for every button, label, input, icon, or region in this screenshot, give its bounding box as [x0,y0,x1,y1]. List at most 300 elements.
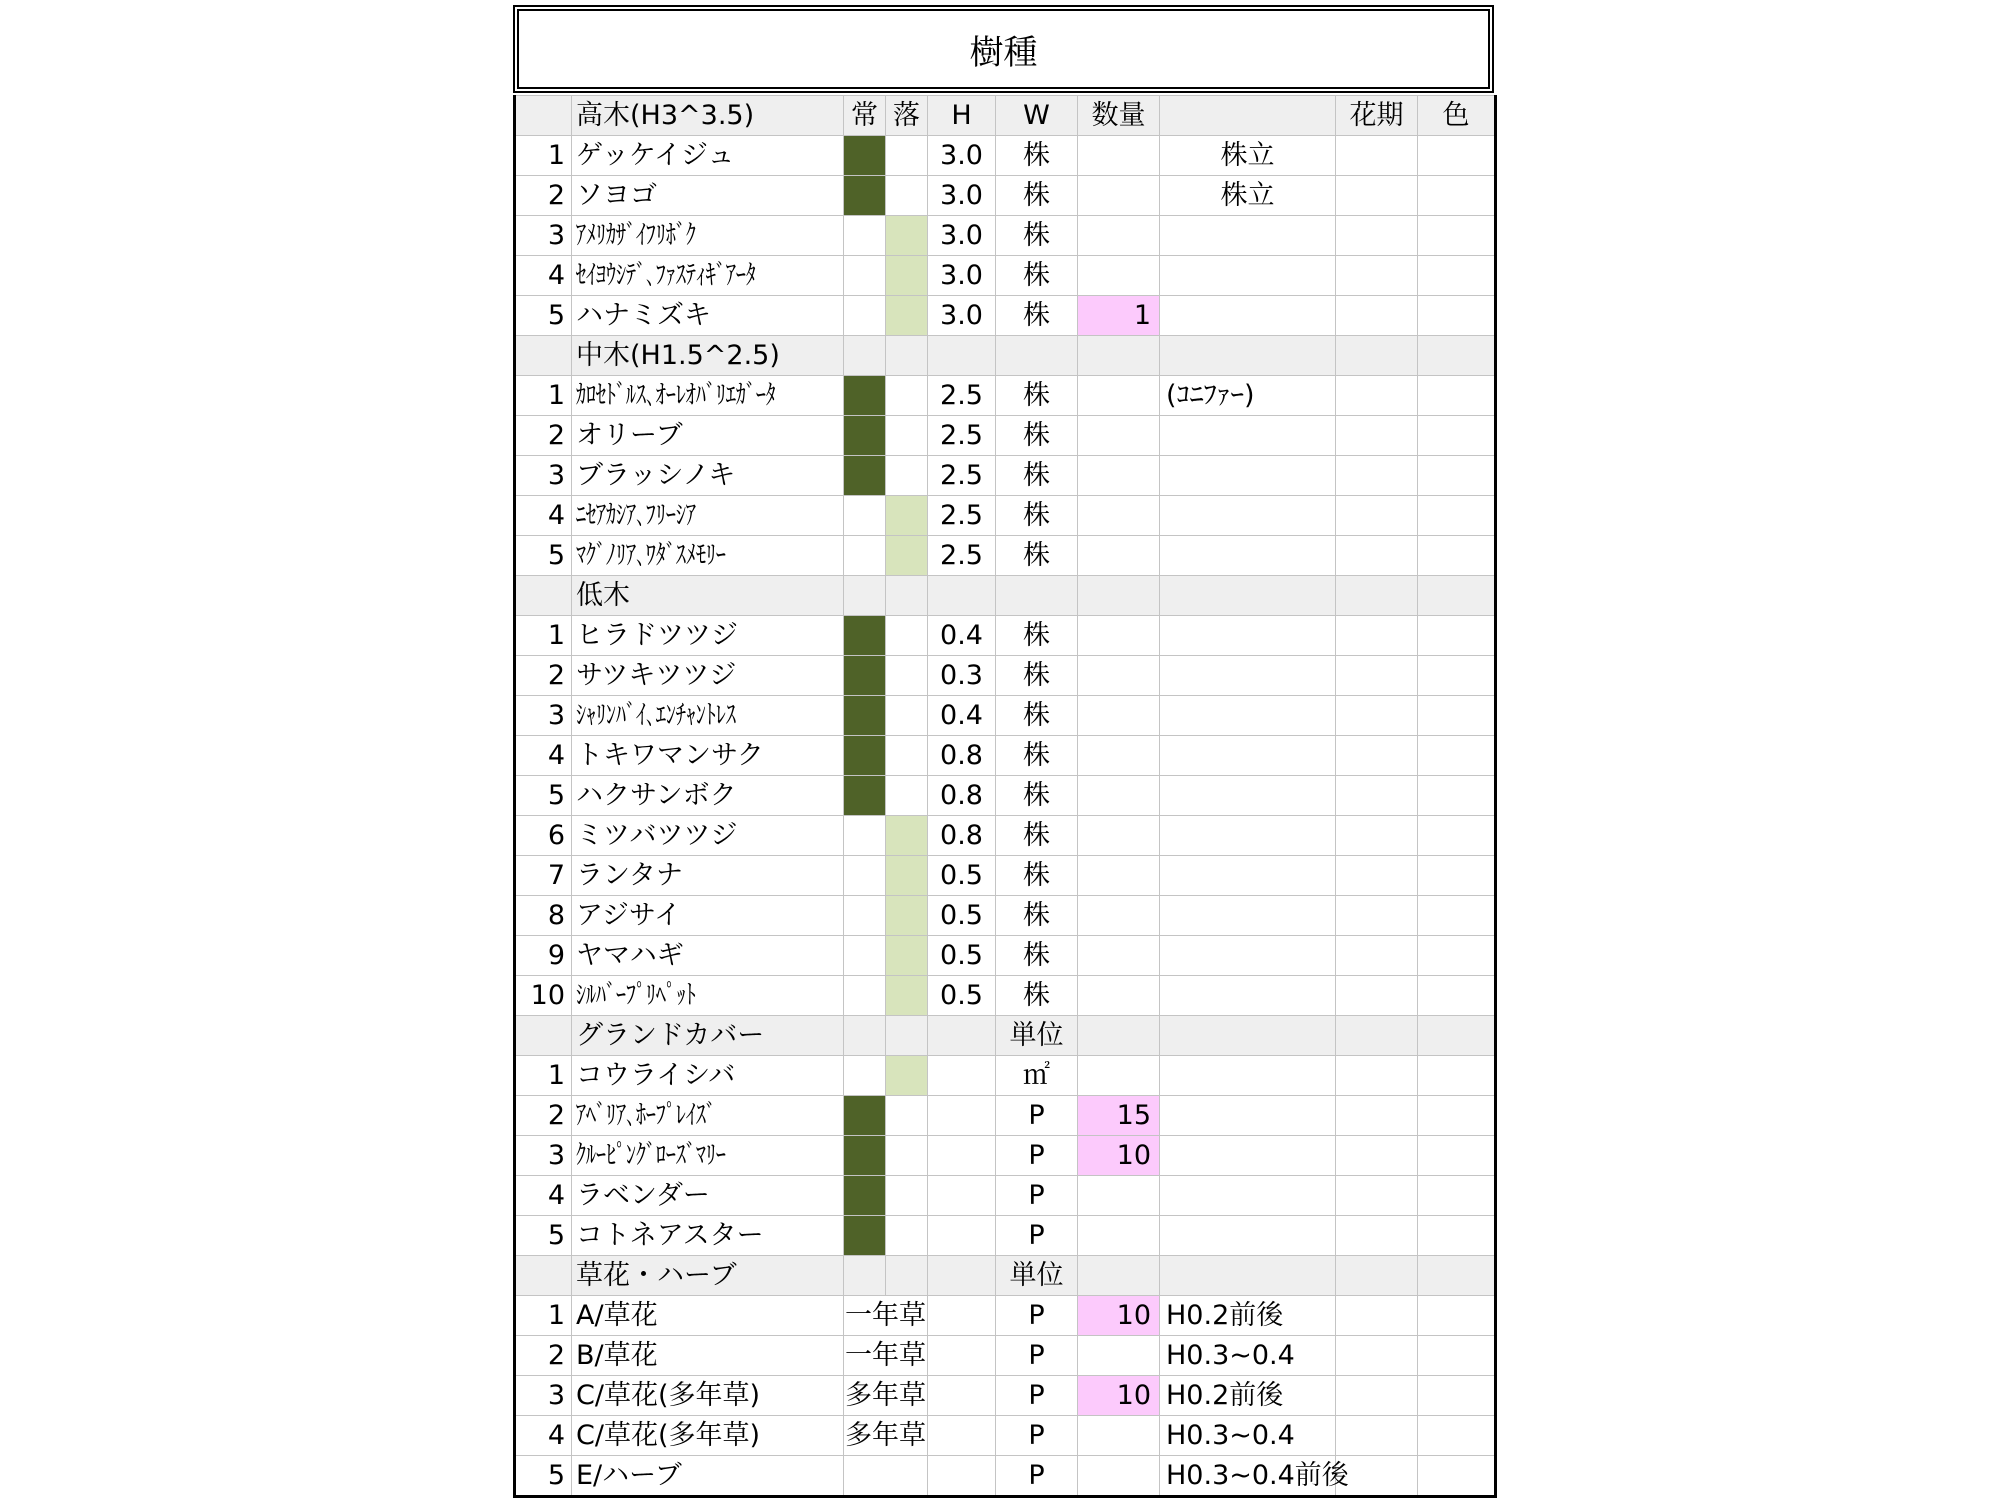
width-unit: P [996,1136,1078,1176]
quantity-value [1078,936,1160,976]
height-value [928,1176,996,1216]
note-value [1160,976,1336,1016]
bloom-cell [1336,1096,1418,1136]
row-number: 3 [515,216,572,256]
height-value: 0.8 [928,736,996,776]
color-cell [1418,776,1496,816]
deciduous-mark [886,456,928,496]
evergreen-cell [844,576,886,616]
evergreen-mark [844,416,886,456]
quantity-value [1078,496,1160,536]
evergreen-mark [844,536,886,576]
row-number: 5 [515,296,572,336]
deciduous-mark [886,856,928,896]
row-number: 2 [515,176,572,216]
quantity-value [1078,216,1160,256]
bloom-cell [1336,536,1418,576]
height-cell [928,576,996,616]
deciduous-mark [886,976,928,1016]
section-row [515,576,1496,616]
bloom-cell [1336,496,1418,536]
row-number: 5 [515,776,572,816]
table-row [515,1296,1496,1336]
header-section-label: 高木(H3^3.5) [572,96,844,136]
width-unit: 株 [996,896,1078,936]
note-value: H0.3~0.4 [1160,1416,1336,1456]
deciduous-mark [886,656,928,696]
plant-name: ﾆｾｱｶｼｱ､ﾌﾘｰｼｱ [572,496,844,536]
height-value [928,1056,996,1096]
bloom-cell [1336,776,1418,816]
quantity-value [1078,536,1160,576]
header-w: W [996,96,1078,136]
deciduous-mark [886,736,928,776]
height-value [928,1136,996,1176]
row-number: 9 [515,936,572,976]
evergreen-mark [844,856,886,896]
evergreen-mark [844,656,886,696]
width-unit: P [996,1376,1078,1416]
color-cell [1418,296,1496,336]
evergreen-mark [844,456,886,496]
note-value [1160,856,1336,896]
unit-label: 単位 [996,1016,1078,1056]
deciduous-cell [886,1256,928,1296]
row-number: 1 [515,1056,572,1096]
color-cell [1418,456,1496,496]
table-row [515,1056,1496,1096]
row-number: 4 [515,496,572,536]
width-unit: 株 [996,696,1078,736]
height-value [928,1216,996,1256]
color-cell [1418,616,1496,656]
table-row [515,216,1496,256]
height-cell [928,1416,996,1456]
quantity-value [1078,256,1160,296]
color-cell [1418,856,1496,896]
plant-name: ｱﾍﾞﾘｱ､ﾎｰﾌﾟﾚｲｽﾞ [572,1096,844,1136]
color-cell [1418,1376,1496,1416]
deciduous-mark [886,256,928,296]
plant-name: コウライシバ [572,1056,844,1096]
color-cell [1418,216,1496,256]
section-row [515,336,1496,376]
deciduous-mark [886,176,928,216]
color-cell [1418,936,1496,976]
header-qty: 数量 [1078,96,1160,136]
table-row [515,776,1496,816]
evergreen-cell [844,1256,886,1296]
table-row [515,1176,1496,1216]
color-cell [1418,1056,1496,1096]
quantity-value: 10 [1078,1136,1160,1176]
row-number: 4 [515,736,572,776]
color-cell [1418,1176,1496,1216]
bloom-cell [1336,336,1418,376]
plant-name: ｾｲﾖｳｼﾃﾞ､ﾌｧｽﾃｨｷﾞｱｰﾀ [572,256,844,296]
row-number: 4 [515,256,572,296]
note-value [1160,936,1336,976]
width-unit: 株 [996,376,1078,416]
quantity-value [1078,816,1160,856]
header-deciduous: 落 [886,96,928,136]
unit-label [996,576,1078,616]
height-value: 2.5 [928,456,996,496]
width-unit: 株 [996,176,1078,216]
note-value: H0.2前後 [1160,1296,1336,1336]
plant-name: ｶﾛｾﾄﾞﾙｽ､ｵｰﾚｵﾊﾞﾘｴｶﾞｰﾀ [572,376,844,416]
row-number [515,1256,572,1296]
deciduous-mark [886,1056,928,1096]
plant-name: E/ハーブ [572,1456,844,1497]
row-number: 1 [515,616,572,656]
table-row [515,456,1496,496]
height-value: 0.5 [928,856,996,896]
plant-name: ハナミズキ [572,296,844,336]
width-unit: 株 [996,416,1078,456]
width-unit: 株 [996,936,1078,976]
evergreen-mark [844,976,886,1016]
color-cell [1418,1336,1496,1376]
color-cell [1418,976,1496,1016]
width-unit: P [996,1336,1078,1376]
row-number: 2 [515,1096,572,1136]
quantity-value: 10 [1078,1296,1160,1336]
note-value [1160,496,1336,536]
color-cell [1418,816,1496,856]
bloom-cell [1336,1016,1418,1056]
table-row [515,736,1496,776]
color-cell [1418,696,1496,736]
color-cell [1418,896,1496,936]
evergreen-mark [844,616,886,656]
deciduous-mark [886,616,928,656]
row-number: 7 [515,856,572,896]
evergreen-cell [844,1016,886,1056]
quantity-value [1078,856,1160,896]
height-value: 2.5 [928,536,996,576]
deciduous-mark [886,1136,928,1176]
height-cell [928,1296,996,1336]
height-value: 3.0 [928,256,996,296]
quantity-value [1078,1216,1160,1256]
width-unit: 株 [996,296,1078,336]
quantity-value [1078,176,1160,216]
note-value [1160,696,1336,736]
color-cell [1418,1416,1496,1456]
evergreen-mark [844,216,886,256]
qty-cell [1078,1016,1160,1056]
quantity-value [1078,1416,1160,1456]
plant-name: ｼｬﾘﾝﾊﾞｲ､ｴﾝﾁｬﾝﾄﾚｽ [572,696,844,736]
qty-cell [1078,576,1160,616]
evergreen-mark [844,896,886,936]
quantity-value: 1 [1078,296,1160,336]
color-cell [1418,1096,1496,1136]
bloom-cell [1336,736,1418,776]
plant-name: アジサイ [572,896,844,936]
color-cell [1418,1216,1496,1256]
height-cell [928,336,996,376]
plant-name: ハクサンボク [572,776,844,816]
evergreen-cell [844,336,886,376]
table-row [515,136,1496,176]
bloom-cell [1336,896,1418,936]
section-row [515,1016,1496,1056]
table-row [515,856,1496,896]
row-number: 5 [515,1216,572,1256]
deciduous-mark [886,1176,928,1216]
height-value: 3.0 [928,216,996,256]
width-unit: 株 [996,256,1078,296]
header-note [1160,96,1336,136]
note-value: H0.2前後 [1160,1376,1336,1416]
evergreen-mark [844,296,886,336]
bloom-cell [1336,256,1418,296]
plant-name: C/草花(多年草) [572,1376,844,1416]
width-unit: P [996,1296,1078,1336]
deciduous-mark [886,376,928,416]
note-value [1160,216,1336,256]
note-value: 株立 [1160,176,1336,216]
width-unit: 株 [996,616,1078,656]
row-number: 3 [515,1376,572,1416]
height-value: 0.5 [928,976,996,1016]
header-h: H [928,96,996,136]
table-row [515,936,1496,976]
table-row [515,616,1496,656]
plant-list-sheet [513,5,1494,1498]
note-value [1160,1136,1336,1176]
evergreen-mark [844,1176,886,1216]
note-value [1160,896,1336,936]
table-row [515,1136,1496,1176]
table-row [515,296,1496,336]
table-row [515,176,1496,216]
row-number: 3 [515,1136,572,1176]
color-cell [1418,1296,1496,1336]
note-value: (ｺﾆﾌｧｰ) [1160,376,1336,416]
color-cell [1418,1456,1496,1497]
plant-kind: 多年草 [844,1416,928,1456]
height-cell [928,1016,996,1056]
table-row [515,656,1496,696]
note-value [1160,1056,1336,1096]
height-value: 2.5 [928,376,996,416]
color-cell [1418,1016,1496,1056]
note-value [1160,816,1336,856]
row-number: 2 [515,656,572,696]
note-cell [1160,1016,1336,1056]
unit-label [996,336,1078,376]
bloom-cell [1336,176,1418,216]
section-label: 低木 [572,576,844,616]
color-cell [1418,416,1496,456]
row-number: 1 [515,136,572,176]
plant-name: ミツバツツジ [572,816,844,856]
note-value [1160,656,1336,696]
plant-name: A/草花 [572,1296,844,1336]
deciduous-mark [886,1216,928,1256]
note-value [1160,536,1336,576]
width-unit: 株 [996,136,1078,176]
quantity-value [1078,1336,1160,1376]
deciduous-mark [886,496,928,536]
note-value: H0.3~0.4 [1160,1336,1336,1376]
bloom-cell [1336,976,1418,1016]
height-value: 0.4 [928,616,996,656]
height-value: 2.5 [928,496,996,536]
plant-name: ランタナ [572,856,844,896]
table-row [515,376,1496,416]
qty-cell [1078,336,1160,376]
plant-table [513,95,1497,1498]
note-value [1160,1176,1336,1216]
width-unit: 株 [996,736,1078,776]
height-value: 0.8 [928,776,996,816]
deciduous-mark [886,816,928,856]
bloom-cell [1336,1176,1418,1216]
bloom-cell [1336,1376,1418,1416]
width-unit: P [996,1176,1078,1216]
color-cell [1418,736,1496,776]
width-unit: 株 [996,776,1078,816]
evergreen-mark [844,1216,886,1256]
plant-name: ﾏｸﾞﾉﾘｱ､ﾜﾀﾞｽﾒﾓﾘｰ [572,536,844,576]
note-value [1160,1216,1336,1256]
bloom-cell [1336,1256,1418,1296]
quantity-value [1078,976,1160,1016]
header-row [515,96,1496,136]
width-unit: 株 [996,536,1078,576]
plant-name: オリーブ [572,416,844,456]
deciduous-mark [886,296,928,336]
width-unit: 株 [996,456,1078,496]
bloom-cell [1336,456,1418,496]
quantity-value [1078,1056,1160,1096]
bloom-cell [1336,816,1418,856]
height-value [928,1096,996,1136]
height-cell [928,1256,996,1296]
table-row [515,496,1496,536]
table-row [515,416,1496,456]
evergreen-mark [844,376,886,416]
bloom-cell [1336,1056,1418,1096]
note-cell [1160,576,1336,616]
note-cell [1160,1256,1336,1296]
height-value: 0.8 [928,816,996,856]
width-unit: P [996,1416,1078,1456]
plant-kind: 一年草 [844,1296,928,1336]
row-number: 3 [515,456,572,496]
bloom-cell [1336,1336,1418,1376]
note-value: H0.3~0.4前後 [1160,1456,1336,1497]
unit-label: 単位 [996,1256,1078,1296]
plant-name: ラベンダー [572,1176,844,1216]
bloom-cell [1336,1216,1418,1256]
bloom-cell [1336,616,1418,656]
plant-name: ヒラドツツジ [572,616,844,656]
bloom-cell [1336,656,1418,696]
plant-kind: 一年草 [844,1336,928,1376]
deciduous-cell [886,576,928,616]
row-number [515,576,572,616]
table-row [515,1096,1496,1136]
note-value [1160,616,1336,656]
width-unit: 株 [996,216,1078,256]
width-unit: 株 [996,816,1078,856]
quantity-value [1078,616,1160,656]
deciduous-cell [886,1016,928,1056]
note-value [1160,776,1336,816]
bloom-cell [1336,576,1418,616]
color-cell [1418,1136,1496,1176]
bloom-cell [1336,1296,1418,1336]
quantity-value [1078,136,1160,176]
table-row [515,536,1496,576]
section-label: 草花・ハーブ [572,1256,844,1296]
bloom-cell [1336,936,1418,976]
evergreen-mark [844,936,886,976]
quantity-value [1078,736,1160,776]
quantity-value [1078,1176,1160,1216]
height-cell [928,1456,996,1497]
table-row [515,256,1496,296]
bloom-cell [1336,1136,1418,1176]
table-row [515,816,1496,856]
width-unit: P [996,1216,1078,1256]
sheet-title: 樹種 [513,5,1494,93]
quantity-value [1078,1456,1160,1497]
row-number: 4 [515,1176,572,1216]
deciduous-cell [886,336,928,376]
height-value: 0.3 [928,656,996,696]
quantity-value: 15 [1078,1096,1160,1136]
quantity-value [1078,656,1160,696]
width-unit: 株 [996,656,1078,696]
table-row [515,1376,1496,1416]
height-value: 0.5 [928,936,996,976]
table-row [515,1216,1496,1256]
color-cell [1418,376,1496,416]
plant-kind [844,1456,928,1497]
quantity-value [1078,456,1160,496]
height-value: 0.4 [928,696,996,736]
row-number: 8 [515,896,572,936]
deciduous-mark [886,896,928,936]
table-row [515,976,1496,1016]
width-unit: 株 [996,856,1078,896]
height-value: 3.0 [928,136,996,176]
deciduous-mark [886,416,928,456]
section-row [515,1256,1496,1296]
deciduous-mark [886,216,928,256]
color-cell [1418,136,1496,176]
color-cell [1418,1256,1496,1296]
plant-name: B/草花 [572,1336,844,1376]
plant-name: ヤマハギ [572,936,844,976]
row-number: 2 [515,416,572,456]
deciduous-mark [886,1096,928,1136]
bloom-cell [1336,296,1418,336]
header-evergreen: 常 [844,96,886,136]
quantity-value [1078,416,1160,456]
quantity-value [1078,376,1160,416]
row-number: 2 [515,1336,572,1376]
section-label: グランドカバー [572,1016,844,1056]
deciduous-mark [886,536,928,576]
evergreen-mark [844,736,886,776]
